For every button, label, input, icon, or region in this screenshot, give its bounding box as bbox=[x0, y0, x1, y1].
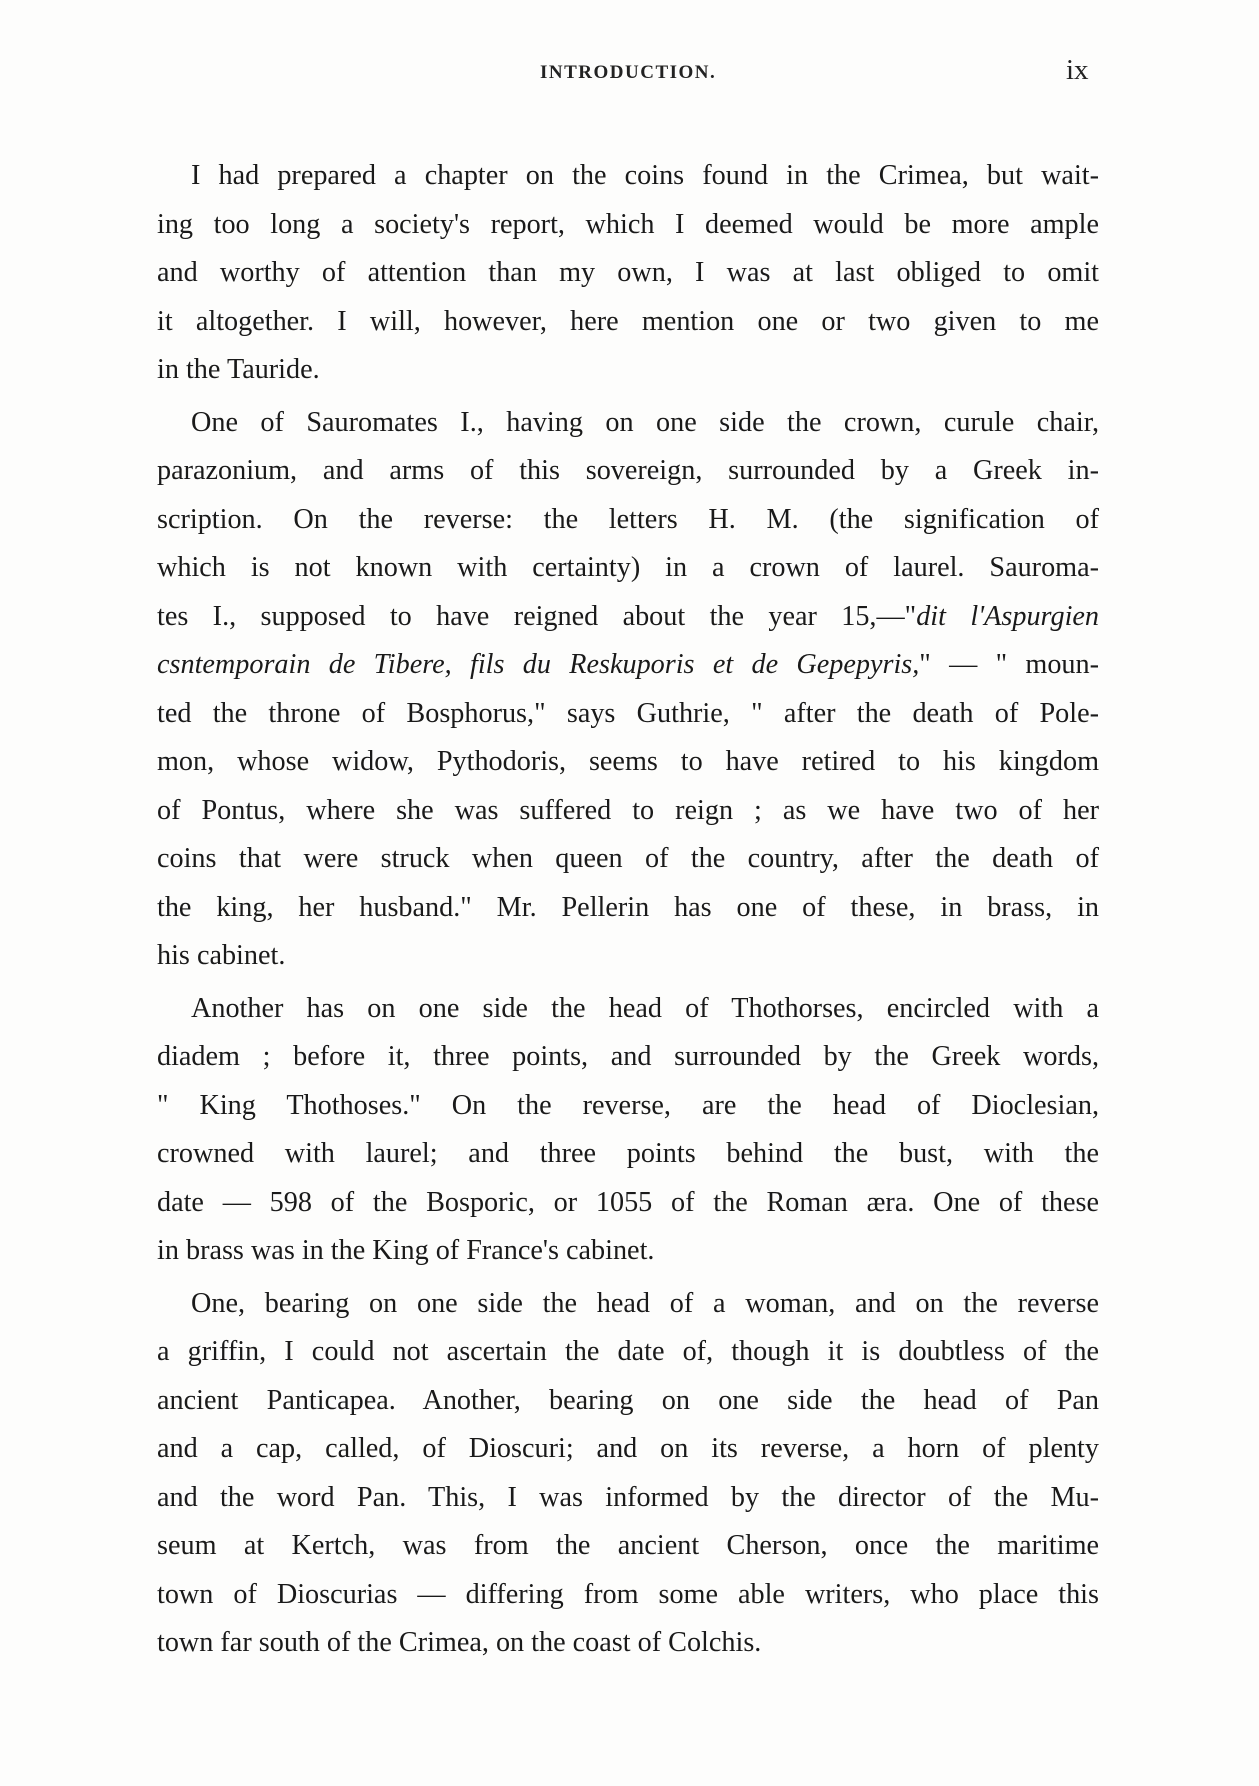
text-line: a griffin, I could not ascertain the date of, though it is doubtless of the bbox=[157, 1336, 1099, 1367]
text-segment: tes I., supposed to have reigned about the year 15,—" bbox=[157, 600, 917, 632]
text-line: in brass was in the King of France's cabinet. bbox=[157, 1235, 655, 1266]
italic-quote: csntemporain de Tibere, fils du Reskuporis et de Gepepyris, bbox=[157, 649, 920, 680]
running-head bbox=[0, 54, 1259, 98]
italic-quote: dit l'Aspurgien bbox=[916, 600, 1100, 632]
text-line: in the Tauride. bbox=[157, 354, 320, 385]
page-number: ix bbox=[1066, 54, 1089, 86]
paragraph-2 bbox=[157, 399, 1099, 981]
text-line: diadem ; before it, three points, and surrounded by the Greek words, bbox=[157, 1041, 1099, 1072]
body-text bbox=[157, 152, 1099, 1672]
text-line: I had prepared a chapter on the coins found in the Crimea, but wait- bbox=[191, 160, 1099, 191]
text-line: which is not known with certainty) in a crown of laurel. Sauroma- bbox=[157, 552, 1099, 583]
text-line: " King Thothoses." On the reverse, are the head of Dioclesian, bbox=[157, 1089, 1099, 1121]
text-line: town of Dioscurias — differing from some able writers, who place this bbox=[157, 1578, 1099, 1610]
text-line: and the word Pan. This, I was informed by the director of the Mu- bbox=[157, 1481, 1099, 1513]
paragraph-1 bbox=[157, 152, 1099, 395]
text-line: it altogether. I will, however, here mention one or two given to me bbox=[157, 305, 1099, 337]
text-line: scription. On the reverse: the letters H. M. (the signification of bbox=[157, 503, 1099, 535]
text-line: and worthy of attention than my own, I was at last obliged to omit bbox=[157, 257, 1099, 288]
text-line: parazonium, and arms of this sovereign, surrounded by a Greek in- bbox=[157, 455, 1099, 486]
text-line: mon, whose widow, Pythodoris, seems to have retired to his kingdom bbox=[157, 746, 1099, 777]
text-line-mixed bbox=[157, 641, 1099, 690]
text-line: coins that were struck when queen of the country, after the death of bbox=[157, 843, 1099, 874]
text-line: ted the throne of Bosphorus," says Guthrie, " after the death of Pole- bbox=[157, 697, 1099, 729]
text-line: of Pontus, where she was suffered to reign ; as we have two of her bbox=[157, 794, 1099, 826]
text-line: seum at Kertch, was from the ancient Cherson, once the maritime bbox=[157, 1530, 1099, 1561]
text-line: his cabinet. bbox=[157, 940, 286, 971]
text-line: ancient Panticapea. Another, bearing on one side the head of Pan bbox=[157, 1384, 1099, 1416]
text-line-mixed bbox=[157, 593, 1099, 642]
text-line: and a cap, called, of Dioscuri; and on its reverse, a horn of plenty bbox=[157, 1433, 1099, 1464]
paragraph-3 bbox=[157, 985, 1099, 1276]
text-line: One, bearing on one side the head of a woman, and on the reverse bbox=[191, 1287, 1099, 1319]
running-title: INTRODUCTION. bbox=[540, 62, 717, 83]
text-line: town far south of the Crimea, on the coast of Colchis. bbox=[157, 1627, 762, 1658]
text-line: crowned with laurel; and three points behind the bust, with the bbox=[157, 1138, 1099, 1169]
text-line: ing too long a society's report, which I deemed would be more ample bbox=[157, 208, 1099, 240]
text-line: One of Sauromates I., having on one side the crown, curule chair, bbox=[191, 406, 1099, 438]
paragraph-4 bbox=[157, 1280, 1099, 1668]
text-segment: " — " moun- bbox=[919, 649, 1100, 680]
text-line: Another has on one side the head of Thothorses, encircled with a bbox=[191, 992, 1099, 1024]
text-line: the king, her husband." Mr. Pellerin has one of these, in brass, in bbox=[157, 891, 1099, 923]
text-line: date — 598 of the Bosporic, or 1055 of the Roman æra. One of these bbox=[157, 1186, 1099, 1218]
